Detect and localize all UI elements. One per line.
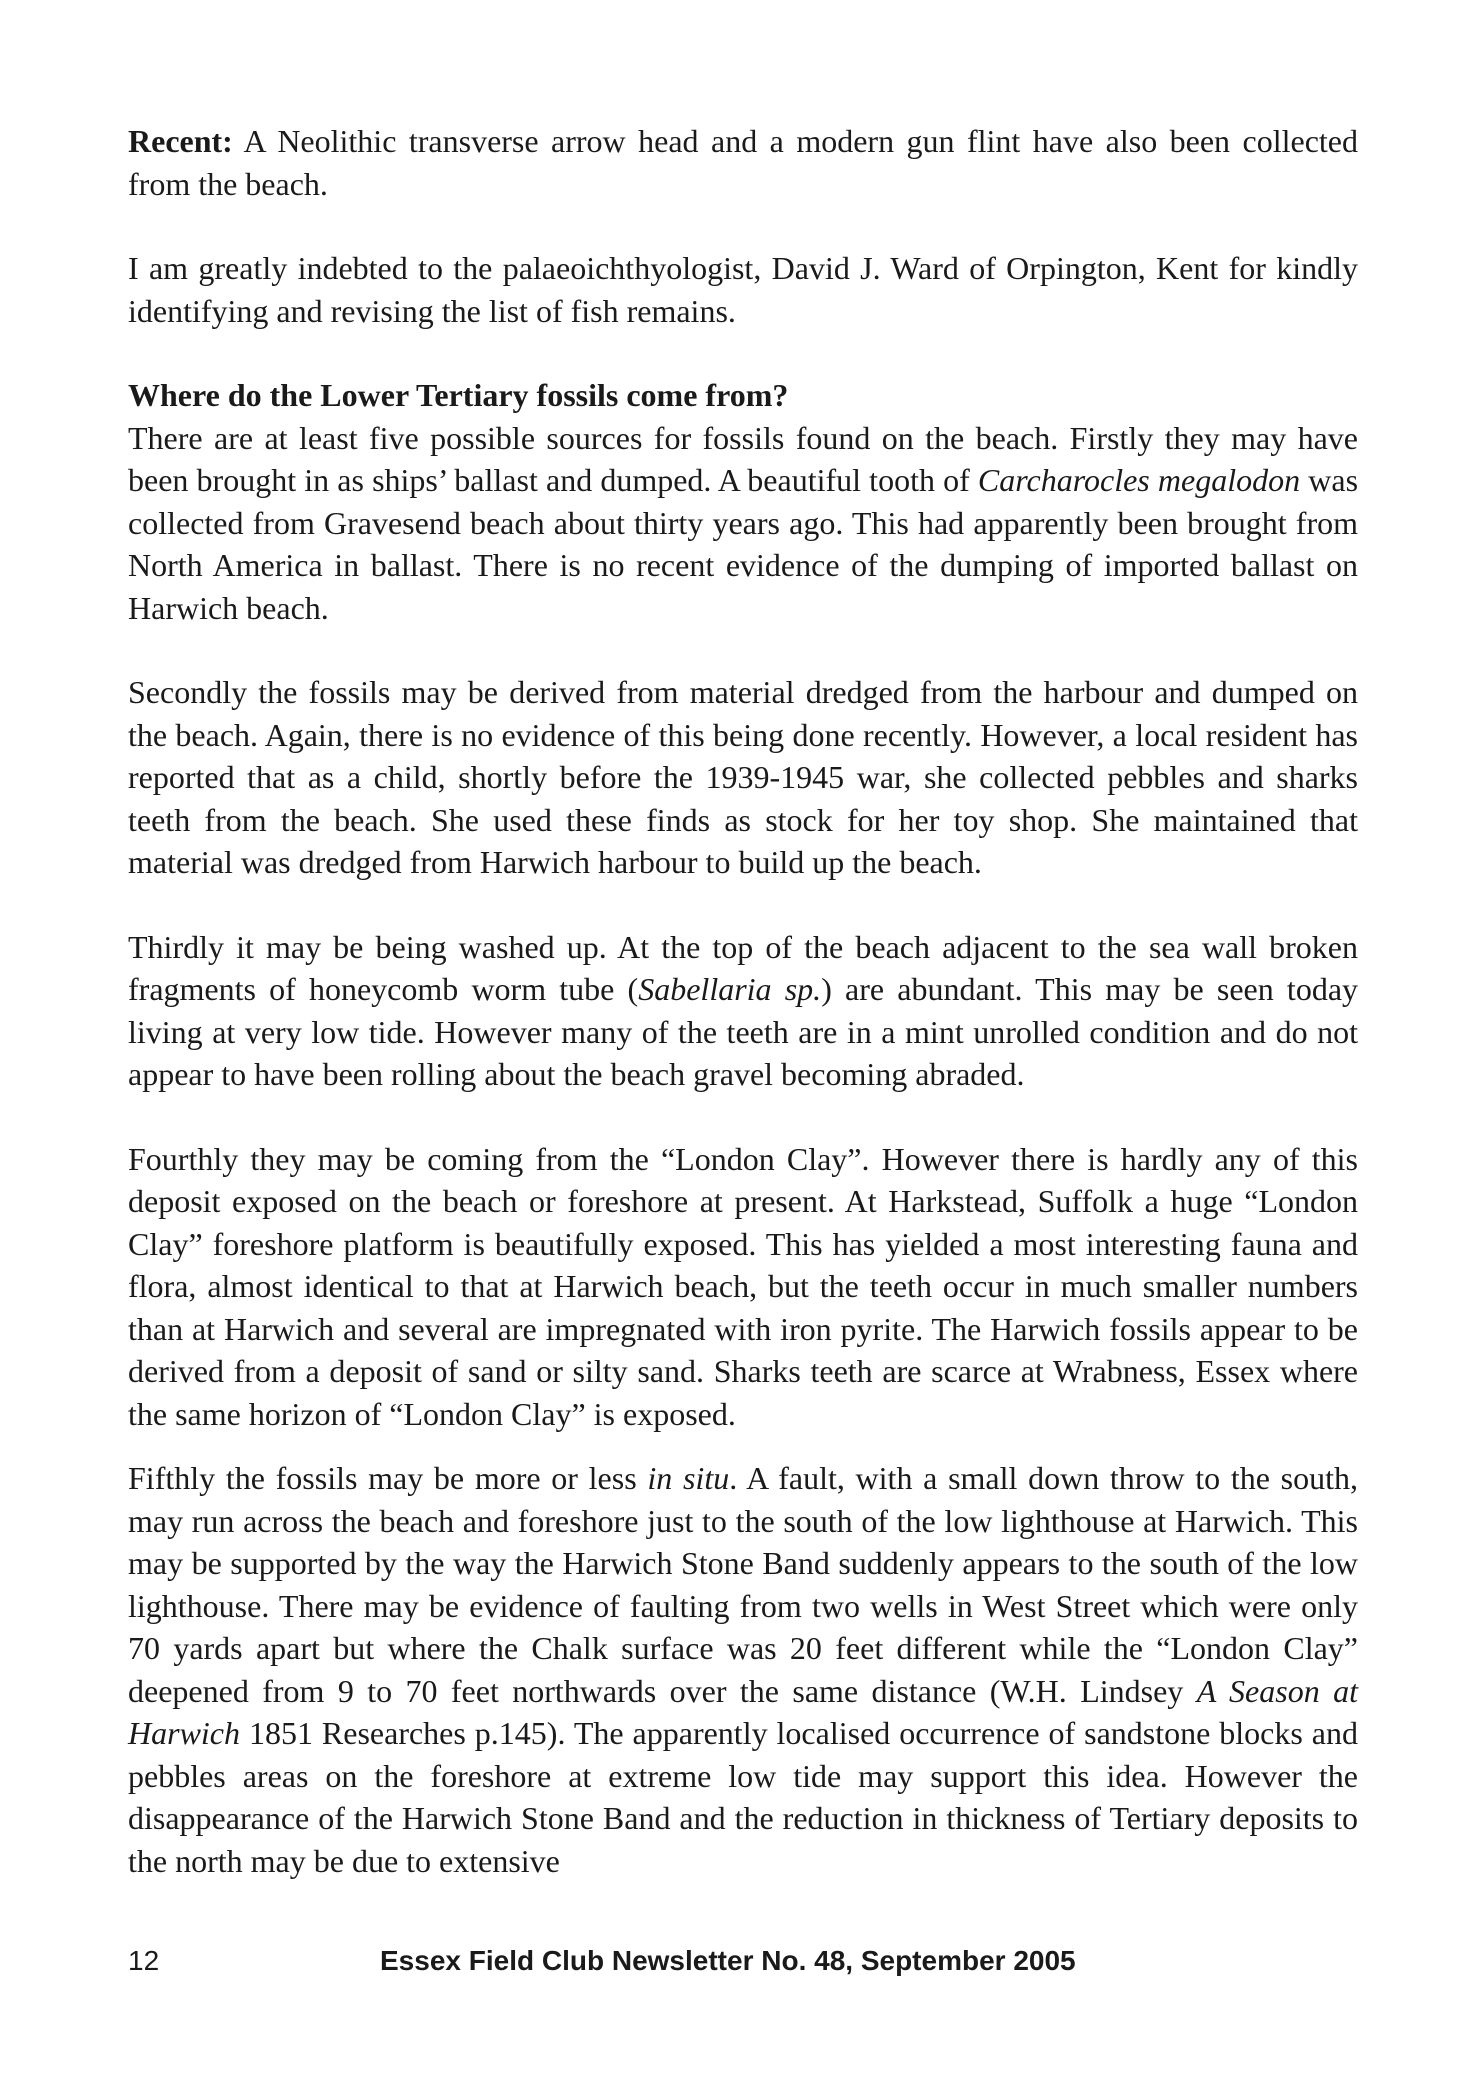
newsletter-title: Essex Field Club Newsletter No. 48, September 2005 <box>380 1945 1076 1976</box>
paragraph-acknowledgement <box>128 247 1358 332</box>
species-name-carcharocles: Carcharocles megalodon <box>977 462 1301 498</box>
first-source-text-2: was collected from Gravesend beach about thirty years ago. This had apparently been brought from North America in ballast. There is no recent evidence of the dumping of imported ballast on Harwich beach. <box>128 462 1359 626</box>
recent-lead: Recent: <box>128 123 233 159</box>
fourth-source-text: Fourthly they may be coming from the “London Clay”. However there is hardly any of this deposit exposed on the beach or foreshore at present. At Harkstead, Suffolk a huge “London Clay” foreshore platform is beautifully exposed. This has yielded a most interesting fauna and flora, almost identical to that at Harwich beach, but the teeth occur in much smaller numbers than at Harwich and several are impregnated with iron pyrite. The Harwich fossils appear to be derived from a deposit of sand or silty sand. Sharks teeth are scarce at Wrabness, Essex where the same horizon of “London Clay” is exposed. <box>128 1140 1358 1432</box>
second-source-text: Secondly the fossils may be derived from material dredged from the harbour and dumped on the beach. Again, there is no evidence of this being done recently. However, a local resident has reported that as a child, shortly before the 1939-1945 war, she collected pebbles and sharks teeth from the beach. She used these finds as stock for her toy shop. She maintained that material was dredged from Harwich harbour to build up the beach. <box>128 674 1358 880</box>
term-in-situ: in situ <box>647 1460 730 1496</box>
page-footer <box>128 1945 1358 1995</box>
first-source-text-1: There are at least five possible sources for fossils found on the beach. Firstly they may have been brought in as ships’ ballast and dumped. A beautiful tooth of <box>128 419 1358 498</box>
paragraph-third-source <box>128 926 1358 1096</box>
fifth-source-text-1: Fifthly the fossils may be more or less <box>128 1460 648 1496</box>
fifth-source-text-2: . A fault, with a small down throw to the south, may run across the beach and foreshore just to the south of the low lighthouse at Harwich. This may be supported by the way the Harwich Stone Band suddenly appears to the south of the low lighthouse. There may be evidence of faulting from two wells in West Street which were only 70 yards apart but where the Chalk surface was 20 feet different while the “London Clay” deepened from 9 to 70 feet northwards over the same distance (W.H. Lindsey <box>128 1460 1359 1709</box>
fifth-source-text-3: 1851 Researches p.145). The apparently localised occurrence of sandstone blocks and pebbles areas on the foreshore at extreme low tide may support this idea. However the disappearance of the Harwich Stone Band and the reduction in thickness of Tertiary deposits to the north may be due to extensive <box>128 1715 1358 1879</box>
article-body <box>128 120 1358 1882</box>
species-name-sabellaria: Sabellaria sp. <box>638 971 822 1007</box>
paragraph-second-source <box>128 671 1358 884</box>
third-source-text-2: ) are abundant. This may be seen today living at very low tide. However many of the teeth are in a mint unrolled condition and do not appear to have been rolling about the beach gravel becoming abraded. <box>128 971 1359 1092</box>
page-number: 12 <box>128 1945 160 1976</box>
third-source-text-1: Thirdly it may be being washed up. At the top of the beach adjacent to the sea wall broken fragments of honeycomb worm tube ( <box>128 928 1358 1007</box>
paragraph-fourth-source <box>128 1138 1358 1436</box>
book-title: A Season at Harwich <box>128 1672 1359 1751</box>
section-heading: Where do the Lower Tertiary fossils come from? <box>128 377 789 413</box>
paragraph-first-source <box>128 417 1358 630</box>
recent-text: A Neolithic transverse arrow head and a modern gun flint have also been collected from the beach. <box>128 123 1358 202</box>
acknowledgement-text: I am greatly indebted to the palaeoichthyologist, David J. Ward of Orpington, Kent for kindly identifying and revising the list of fish remains. <box>128 250 1358 329</box>
paragraph-fifth-source <box>128 1457 1358 1882</box>
paragraph-recent <box>128 120 1358 205</box>
